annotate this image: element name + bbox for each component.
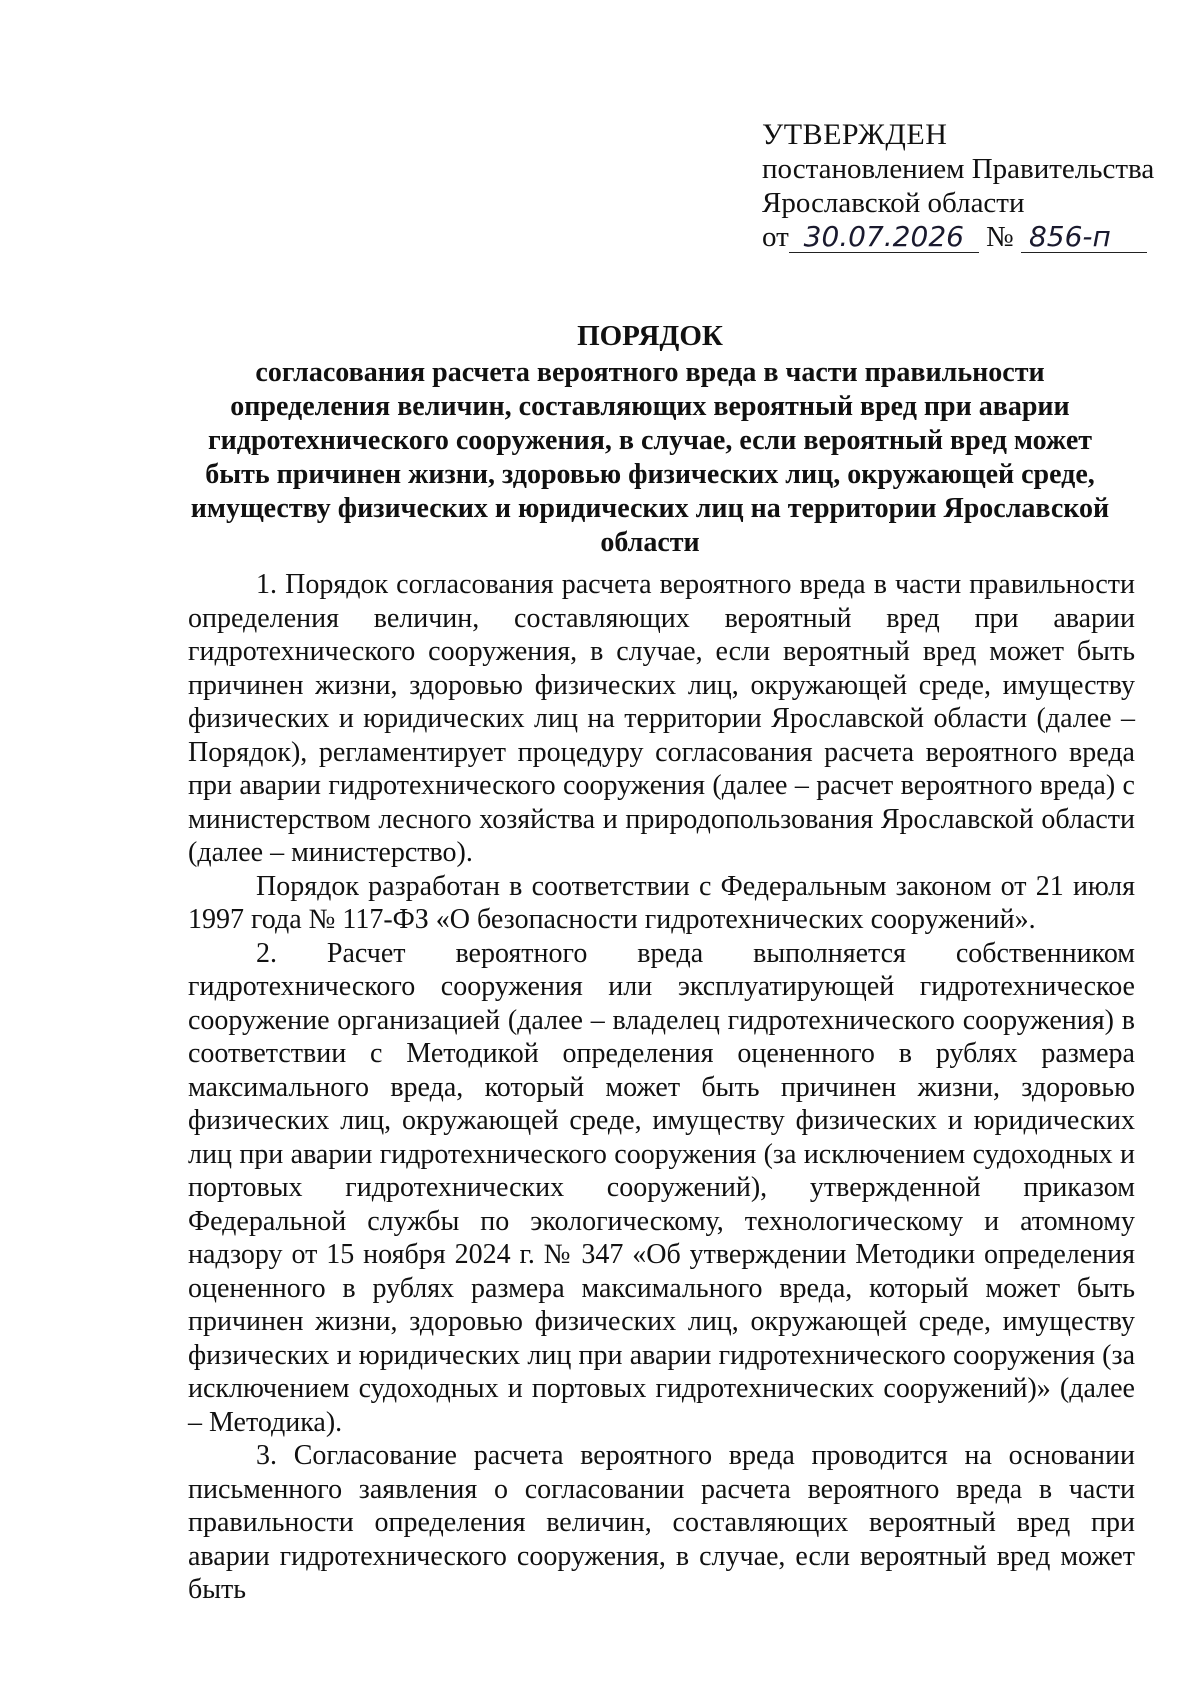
document-body: [188, 568, 1135, 1607]
approval-stamp: [762, 118, 1154, 254]
paragraph-2: Порядок разработан в соответствии с Федеральным законом от 21 июля 1997 года № 117-ФЗ «О безопасности гидротехнических сооружений».: [188, 870, 1135, 935]
approval-date-line: [762, 220, 1154, 254]
approval-line-1: постановлением Правительства: [762, 153, 1155, 185]
paragraph-1: 1. Порядок согласования расчета вероятного вреда в части правильности определения величин, составляющих вероятный вред при аварии гидротехнического сооружения, в случае, если вероятный вред может быть причинен жизни, здоровью физических лиц, окружающей среде, имуществу физических и юридических лиц на территории Ярославской области (далее – Порядок), регламентирует процедуру согласования расчета вероятного вреда при аварии гидротехнического сооружения (далее – расчет вероятного вреда) с министерством лесного хозяйства и природопользования Ярославской области (далее – министерство).: [188, 569, 1135, 868]
handwritten-date: 30.07.2026: [789, 222, 979, 253]
approval-date-prefix: от: [762, 221, 789, 253]
document-subtitle: согласования расчета вероятного вреда в части правильности определения величин, составляющих вероятный вред при аварии гидротехнического сооружения, в случае, если вероятный вред может быть причинен жизни, здоровью физических лиц, окружающей среде, имуществу физических и юридических лиц на территории Ярославской области: [190, 357, 1110, 558]
paragraph-3: 2. Расчет вероятного вреда выполняется собственником гидротехнического сооружения или эксплуатирующей гидротехническое сооружение организацией (далее – владелец гидротехнического сооружения) в соответствии с Методикой определения оцененного в рублях размера максимального вреда, который может быть причинен жизни, здоровью физических лиц, окружающей среде, имуществу физических и юридических лиц при аварии гидротехнического сооружения (за исключением судоходных и портовых гидротехнических сооружений), утвержденной приказом Федеральной службы по экологическому, технологическому и атомному надзору от 15 ноября 2024 г. № 347 «Об утверждении Методики определения оцененного в рублях размера максимального вреда, который может быть причинен жизни, здоровью физических лиц, окружающей среде, имуществу физических и юридических лиц при аварии гидротехнического сооружения (за исключением судоходных и портовых гидротехнических сооружений)» (далее – Методика).: [188, 937, 1135, 1438]
document-heading: [180, 318, 1120, 560]
paragraph-4: 3. Согласование расчета вероятного вреда проводится на основании письменного заявления о согласовании расчета вероятного вреда в части правильности определения величин, составляющих вероятный вред при аварии гидротехнического сооружения, в случае, если вероятный вред может быть: [188, 1440, 1135, 1605]
handwritten-number: 856-п: [1021, 222, 1147, 253]
document-title: ПОРЯДОК: [577, 320, 723, 352]
approval-line-2: Ярославской области: [762, 187, 1025, 219]
approval-title: УТВЕРЖДЕН: [762, 118, 948, 151]
approval-number-prefix: №: [986, 221, 1014, 253]
